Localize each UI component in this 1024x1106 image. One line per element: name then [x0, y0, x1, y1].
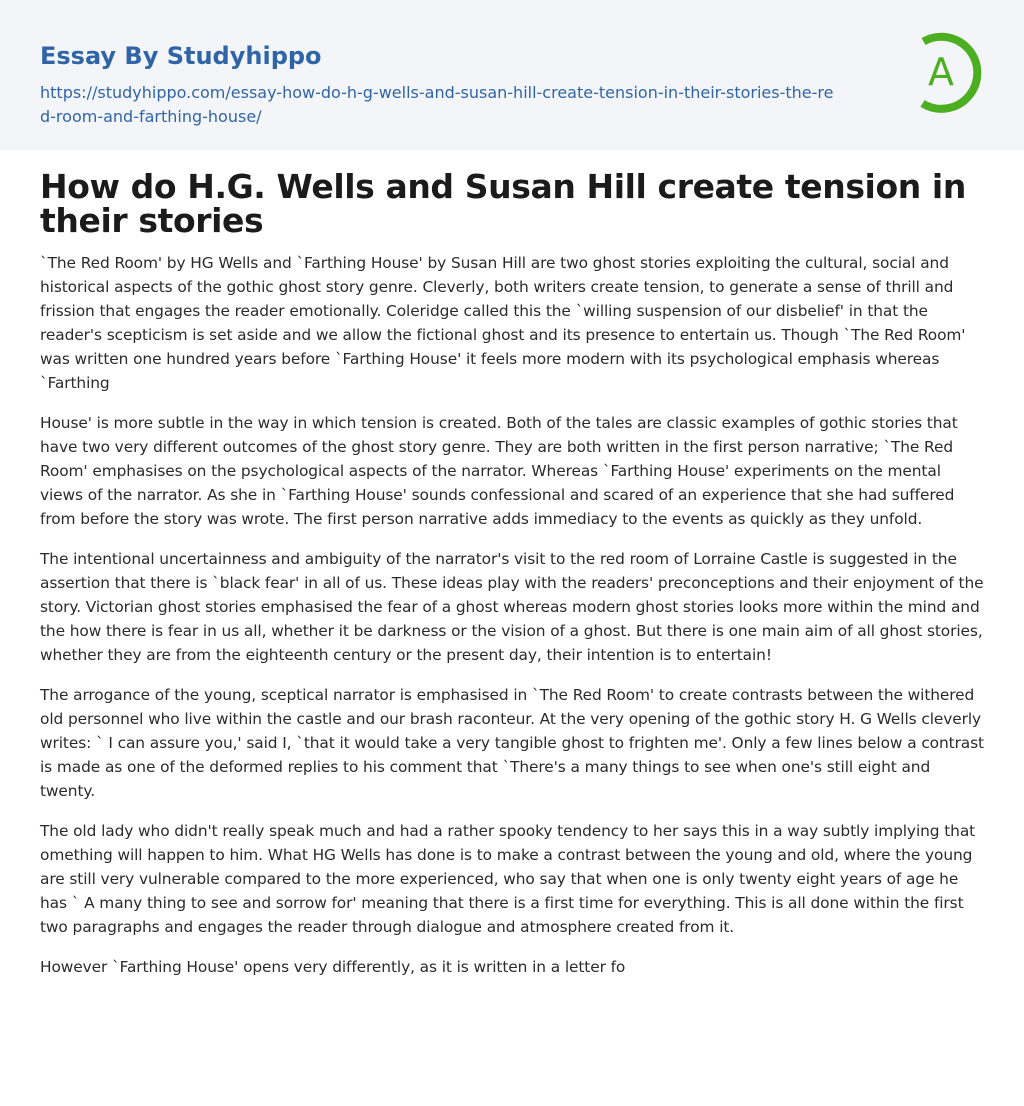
article-paragraph: The intentional uncertainness and ambiguity of the narrator's visit to the red room of Lorraine Castle is suggested in the assertion that there is `black fear' in all of us. These ideas play with the readers' preconceptions and their enjoyment of the story. Victorian ghost stories emphasised the fear of a ghost whereas modern ghost stories looks more within the mind and the how there is fear in us all, whether it be darkness or the vision of a ghost. But there is one main aim of all ghost stories, whether they are from the eighteenth century or the present day, their intention is to entertain! — [40, 550, 984, 664]
article-paragraph: However `Farthing House' opens very differently, as it is written in a letter fo — [40, 958, 626, 976]
source-url-link[interactable]: https://studyhippo.com/essay-how-do-h-g-wells-and-susan-hill-create-tension-in-their-stories-the-red-room-and-farthing-house/ — [40, 83, 834, 126]
article-paragraph: `The Red Room' by HG Wells and `Farthing House' by Susan Hill are two ghost stories exploiting the cultural, social and historical aspects of the gothic ghost story genre. Cleverly, both writers create tension, to generate a sense of thrill and frission that engages the reader emotionally. Coleridge called this the `willing suspension of our disbelief' in that the reader's scepticism is set aside and we allow the fictional ghost and its presence to entertain us. Though `The Red Room' was written one hundred years before `Farthing House' it feels more modern with its psychological emphasis whereas `Farthing — [40, 254, 966, 392]
site-header — [0, 0, 1024, 150]
logo-letter: A — [928, 50, 954, 94]
article — [40, 167, 984, 979]
studyhippo-logo-icon[interactable] — [903, 28, 987, 116]
article-paragraph: House' is more subtle in the way in which tension is created. Both of the tales are classic examples of gothic stories that have two very different outcomes of the ghost story genre. They are both written in the first person narrative; `The Red Room' emphasises on the psychological aspects of the narrator. Whereas `Farthing House' experiments on the mental views of the narrator. As she in `Farthing House' sounds confessional and scared of an experience that she had suffered from before the story was wrote. The first person narrative adds immediacy to the events as quickly as they unfold. — [40, 414, 958, 528]
article-paragraph: The arrogance of the young, sceptical narrator is emphasised in `The Red Room' to create contrasts between the withered old personnel who live within the castle and our brash raconteur. At the very opening of the gothic story H. G Wells cleverly writes: ` I can assure you,' said I, `that it would take a very tangible ghost to frighten me'. Only a few lines below a contrast is made as one of the deformed replies to his comment that `There's a many things to see when one's still eight and twenty. — [40, 686, 984, 800]
site-brand[interactable]: Essay By Studyhippo — [40, 42, 322, 70]
article-title: How do H.G. Wells and Susan Hill create tension in their stories — [40, 167, 966, 240]
article-paragraph: The old lady who didn't really speak much and had a rather spooky tendency to her says this in a way subtly implying that omething will happen to him. What HG Wells has done is to make a contrast between the young and old, where the young are still very vulnerable compared to the more experienced, who say that when one is only twenty eight years of age he has ` A many thing to see and sorrow for' meaning that there is a first time for everything. This is all done within the first two paragraphs and engages the reader through dialogue and atmosphere created from it. — [40, 822, 976, 936]
